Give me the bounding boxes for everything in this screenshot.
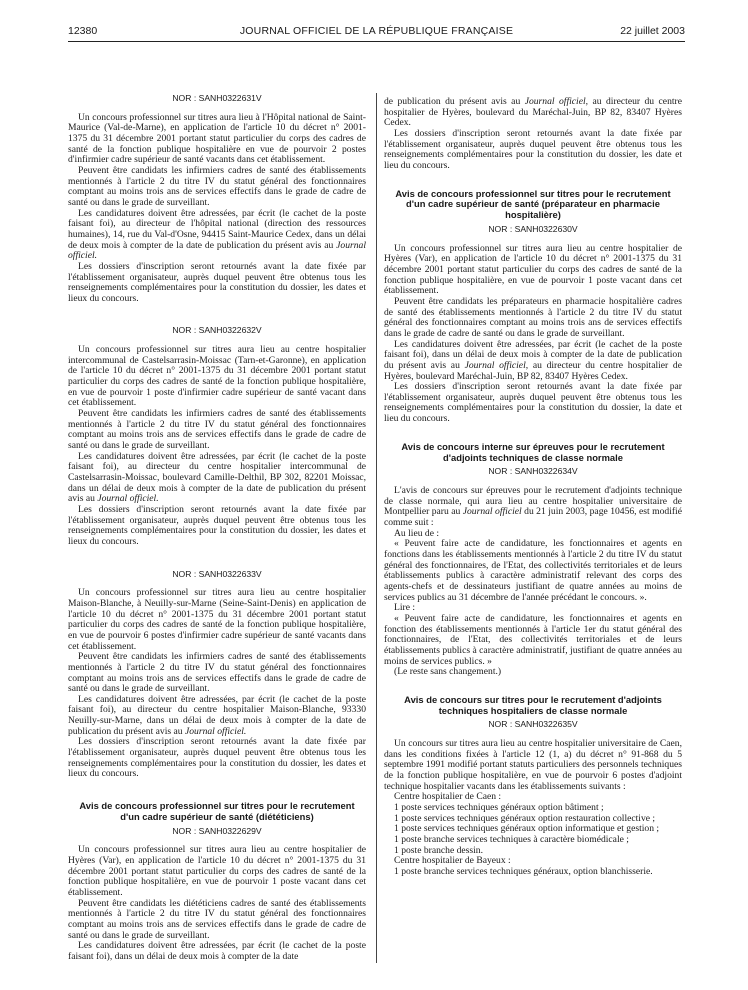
quote: « Peuvent faire acte de candidature, les fonctionnaires et agents en fonction des établissements mentionnés à l'article 1er du statut général des fonctionnaires, de l'Etat, des collectivités territoriales et de leurs établissements publics à caractère administratif, justifiant de quatre années au moins de services publics. » [384,612,682,667]
paragraph: Peuvent être candidats les infirmiers cadres de santé des établissements mentionnés à l'article 2 du titre IV du statut général des fonctionnaires comptant au moins trois ans de services effectifs dans le grade de cadre de santé ou dans le grade de surveillant. [68,651,366,695]
paragraph: Les dossiers d'inscription seront retournés avant la date fixée par l'établissement organisateur, auprès duquel peuvent être obtenus tous les renseignements complémentaires pour la constitution du dossier, les dates et lieux du concours. [68,260,366,304]
paragraph: Les candidatures doivent être adressées, par écrit (le cachet de la poste faisant foi), dans un délai de deux mois à compter de la date de publication du présent avis au Journal officiel, au directeur du centre hospitalier de Hyères, boulevard Maréchal-Juin, BP 82, 83407 Hyères Cedex. [384,338,682,382]
quote: « Peuvent faire acte de candidature, les fonctionnaires et agents en fonctions dans les établissements mentionnés à l'article 2 du titre IV du statut général des fonctionnaires, de l'Etat, des collectivités territoriales et de leurs établissements publics à caractère administratif relevant des corps des agents-chefs et de dessinateurs justifiant de quatre années au moins de services publics au 31 décembre de l'année précédant le concours. ». [384,538,682,603]
list-item: 1 poste services techniques généraux option restauration collective ; [394,812,656,824]
nor-reference: NOR : SANH0322630V [488,223,578,234]
nor-reference: NOR : SANH0322632V [172,325,262,336]
notice-s4-continued [384,97,682,172]
paragraph: Peuvent être candidats les infirmiers cadres de santé des établissements mentionnés à l'article 2 du titre IV du statut général des fonctionnaires comptant au moins trois ans de services effectifs dans le grade de cadre de santé ou dans le grade de surveillant. [68,408,366,452]
column-divider [376,93,377,963]
notice-heading: Avis de concours professionnel sur titres pour le recrutement d'un cadre supérieur de santé (préparateur en pharmacie hospitalière) [395,187,671,221]
paragraph: Les candidatures doivent être adressées, par écrit (le cachet de la poste faisant foi), au directeur de l'hôpital national (direction des ressources humaines), 14, rue du Val-d'Osne, 94415 Saint-Maurice Cedex, dans un délai de deux mois à compter de la date de publication du présent avis au Journal officiel. [68,207,366,262]
paragraph: Un concours professionnel sur titres aura lieu au centre hospitalier de Hyères (Var), en application de l'article 10 du décret n° 2001-1375 du 31 décembre 2001 portant statut particulier du corps des cadres de santé de la fonction publique hospitalière, en vue de pourvoir 1 poste vacant dans cet établissement. [68,844,366,898]
paragraph: Peuvent être candidats les préparateurs en pharmacie hospitalière cadres de santé des établissements mentionnés à l'article 2 du titre IV du statut général des fonctionnaires comptant au moins trois ans de services effectifs dans le grade de cadre de santé ou dans le grade de surveillant. [384,295,682,339]
paragraph: de publication du présent avis au Journal officiel, au directeur du centre hospitalier de Hyères, boulevard du Maréchal-Juin, BP 82, 83407 Hyères Cedex. [384,96,682,129]
au-lieu-de: Au lieu de : [394,527,440,539]
notice-heading: Avis de concours interne sur épreuves pour le recrutement d'adjoints techniques de classe normale [401,440,665,463]
paragraph: Les dossiers d'inscription seront retournés avant la date fixée par l'établissement organisateur, auprès duquel peuvent être obtenus tous les renseignements complémentaires pour la constitution du dossier, les dates et lieux du concours. [68,736,366,780]
list-item: 1 poste services techniques généraux option bâtiment ; [394,802,604,814]
paragraph: Un concours professionnel sur titres aura lieu au centre hospitalier de Hyères (Var), en application de l'article 10 du décret n° 2001-1375 du 31 décembre 2001 portant statut particulier du corps des cadres de santé de la fonction publique hospitalière, en vue de pourvoir 1 poste vacant dans cet établissement. [384,242,682,297]
paragraph: L'avis de concours sur épreuves pour le recrutement d'adjoints technique de classe normale, qui aura lieu au centre hospitalier universitaire de Montpellier paru au Journal officiel du 21 juin 2003, page 10456, est modifié comme suit : [384,485,682,529]
right-column [384,97,682,878]
paragraph: Peuvent être candidats les infirmiers cadres de santé des établissements mentionnés à l'article 2 du titre IV du statut général des fonctionnaires comptant au moins trois ans de services effectifs dans le grade de cadre de santé ou dans le grade de surveillant. [68,164,366,208]
nor-reference: NOR : SANH0322634V [488,466,578,477]
paragraph: Les candidatures doivent être adressées, par écrit (le cachet de la poste faisant foi), dans un délai de deux mois à compter de la date [68,940,366,962]
establishment-label: Centre hospitalier de Bayeux : [394,855,511,867]
page-number: 12380 [68,25,98,37]
notice-s2 [68,325,366,547]
paragraph: Les dossiers d'inscription seront retournés avant la date fixée par l'établissement organisateur, auprès duquel peuvent être obtenus tous les renseignements complémentaires pour la constitution du dossier, la date et lieu du concours. [384,381,682,425]
notice-heading: Avis de concours sur titres pour le recrutement d'adjoints techniques hospitaliers de classe normale [404,693,662,716]
paragraph: Un concours professionnel sur titres aura lieu au centre hospitalier intercommunal de Castelsarrasin-Moissac (Tarn-et-Garonne), en application de l'article 10 du décret n° 2001-1375 du 31 décembre 2001 portant statut particulier du corps des cadres de santé de la fonction publique hospitalière, en vue de pourvoir 1 poste d'infirmier cadre supérieur de santé vacant dans cet établissement. [68,344,366,409]
notice-s3 [68,569,366,780]
notice-s7 [384,695,682,878]
notice-s1 [68,93,366,304]
paragraph: Les candidatures doivent être adressées, par écrit (le cachet de la poste faisant foi), au directeur du centre hospitalier intercommunal de Castelsarrasin-Moissac, boulevard Camille-Delthil, BP 302, 82201 Moissac, dans un délai de deux mois à compter de la date de publication du présent avis au Journal officiel. [68,450,366,505]
list-item: 1 poste branche dessin. [394,844,483,856]
header-rule [68,41,685,42]
nor-reference: NOR : SANH0322635V [488,719,578,730]
journal-title: JOURNAL OFFICIEL DE LA RÉPUBLIQUE FRANÇAISE [239,25,514,37]
list-item: 1 poste services techniques généraux option informatique et gestion ; [394,823,660,835]
page-header [68,25,685,39]
paragraph: Un concours professionnel sur titres aura lieu à l'Hôpital national de Saint-Maurice (Val-de-Marne), en application de l'article 10 du décret n° 2001-1375 du 31 décembre 2001 portant statut particulier du corps des cadres de santé de la fonction publique hospitalière en vue de pourvoir 2 postes d'infirmier cadre supérieur de santé vacants dans cet établissement. [68,111,366,166]
paragraph: Un concours sur titres aura lieu au centre hospitalier universitaire de Caen, dans les conditions fixées à l'article 12 (1, a) du décret n° 91-868 du 5 septembre 1991 modifié portant statuts particuliers des personnels techniques de la fonction publique hospitalière, en vue de pourvoir 6 postes d'adjoint technique hospitalier vacants dans les établissements suivants : [384,738,682,792]
paragraph: Les dossiers d'inscription seront retournés avant la date fixée par l'établissement organisateur, auprès duquel peuvent être obtenus tous les renseignements complémentaires pour la constitution du dossier, les dates et lieux du concours. [68,503,366,547]
notice-heading: Avis de concours professionnel sur titres pour le recrutement d'un cadre supérieur de santé (diététiciens) [79,800,355,822]
paragraph: Les dossiers d'inscription seront retournés avant la date fixée par l'établissement organisateur, auprès duquel peuvent être obtenus tous les renseignements complémentaires pour la constitution du dossier, les date et lieu du concours. [384,127,682,171]
paragraph: Un concours professionnel sur titres aura lieu au centre hospitalier Maison-Blanche, à Neuilly-sur-Marne (Seine-Saint-Denis) en application de l'article 10 du décret n° 2001-1375 du 31 décembre 2001 portant statut particulier du corps des cadres de santé de la fonction publique hospitalière, en vue de pourvoir 6 postes d'infirmier cadre supérieur de santé vacants dans cet établissement. [68,587,366,652]
establishment-label: Centre hospitalier de Caen : [394,791,502,803]
nor-reference: NOR : SANH0322631V [172,93,262,103]
nor-reference: NOR : SANH0322633V [172,568,262,579]
list-item: 1 poste branche services techniques généraux, option blanchisserie. [394,865,653,877]
notice-s5 [384,189,682,425]
issue-date: 22 juillet 2003 [620,25,685,37]
list-item: 1 poste branche services techniques à caractère biomédicale ; [394,834,629,846]
notice-s4 [68,801,366,962]
notice-s6 [384,442,682,678]
paragraph: Peuvent être candidats les diététiciens cadres de santé des établissements mentionnés à l'article 2 du titre IV du statut général des fonctionnaires comptant au moins trois ans de services effectifs dans le grade de cadre de santé ou dans le grade de surveillant. [68,897,366,941]
note: (Le reste sans changement.) [394,666,502,678]
lire: Lire : [394,602,416,614]
nor-reference: NOR : SANH0322629V [172,825,262,836]
left-column [68,93,366,963]
paragraph: Les candidatures doivent être adressées, par écrit (le cachet de la poste faisant foi), au directeur du centre hospitalier Maison-Blanche, 93330 Neuilly-sur-Marne, dans un délai de deux mois à compter de la date de publication du présent avis au Journal officiel. [68,693,366,737]
